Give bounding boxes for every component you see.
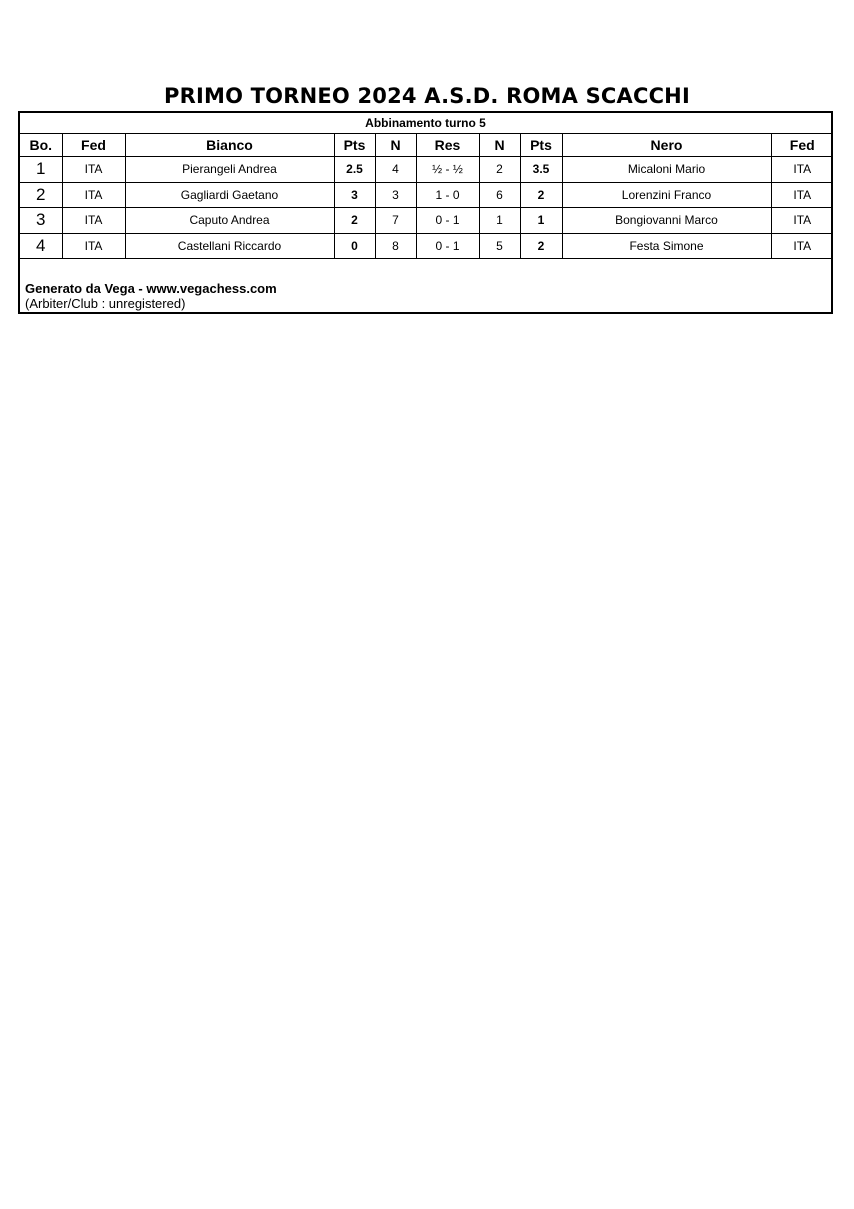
- fed-white: ITA: [62, 233, 125, 259]
- header-black: Nero: [562, 134, 771, 157]
- board-number: 2: [20, 182, 62, 208]
- table-row: [20, 208, 833, 234]
- board-number: 1: [20, 157, 62, 183]
- result: ½ - ½: [416, 157, 479, 183]
- black-player: Micaloni Mario: [562, 157, 771, 183]
- result: 0 - 1: [416, 233, 479, 259]
- n-black: 5: [479, 233, 520, 259]
- fed-black: ITA: [771, 233, 833, 259]
- generated-by-text: Generato da Vega - www.vegachess.com: [25, 281, 277, 296]
- arbiter-text: (Arbiter/Club : unregistered): [25, 296, 186, 311]
- header-n-white: N: [375, 134, 416, 157]
- header-white: Bianco: [125, 134, 334, 157]
- result: 1 - 0: [416, 182, 479, 208]
- board-number: 4: [20, 233, 62, 259]
- white-player: Gagliardi Gaetano: [125, 182, 334, 208]
- header-pts-white: Pts: [334, 134, 375, 157]
- fed-black: ITA: [771, 182, 833, 208]
- n-black: 2: [479, 157, 520, 183]
- n-white: 3: [375, 182, 416, 208]
- pts-white: 2: [334, 208, 375, 234]
- header-n-black: N: [479, 134, 520, 157]
- pts-black: 1: [520, 208, 562, 234]
- pts-white: 2.5: [334, 157, 375, 183]
- header-board: Bo.: [20, 134, 62, 157]
- fed-black: ITA: [771, 208, 833, 234]
- pairings-frame: [18, 111, 833, 314]
- white-player: Caputo Andrea: [125, 208, 334, 234]
- header-fed-white: Fed: [62, 134, 125, 157]
- board-number: 3: [20, 208, 62, 234]
- page-title: PRIMO TORNEO 2024 A.S.D. ROMA SCACCHI: [164, 84, 690, 108]
- pts-black: 2: [520, 182, 562, 208]
- n-black: 6: [479, 182, 520, 208]
- white-player: Pierangeli Andrea: [125, 157, 334, 183]
- pairings-table: [20, 134, 833, 259]
- black-player: Lorenzini Franco: [562, 182, 771, 208]
- table-row: [20, 157, 833, 183]
- fed-white: ITA: [62, 157, 125, 183]
- black-player: Festa Simone: [562, 233, 771, 259]
- round-subtitle: Abbinamento turno 5: [20, 113, 831, 134]
- white-player: Castellani Riccardo: [125, 233, 334, 259]
- n-white: 8: [375, 233, 416, 259]
- fed-black: ITA: [771, 157, 833, 183]
- result: 0 - 1: [416, 208, 479, 234]
- black-player: Bongiovanni Marco: [562, 208, 771, 234]
- n-white: 4: [375, 157, 416, 183]
- table-row: [20, 233, 833, 259]
- header-pts-black: Pts: [520, 134, 562, 157]
- header-fed-black: Fed: [771, 134, 833, 157]
- table-row: [20, 182, 833, 208]
- pts-black: 3.5: [520, 157, 562, 183]
- fed-white: ITA: [62, 208, 125, 234]
- footer: [20, 259, 831, 311]
- n-black: 1: [479, 208, 520, 234]
- fed-white: ITA: [62, 182, 125, 208]
- pts-white: 0: [334, 233, 375, 259]
- pts-white: 3: [334, 182, 375, 208]
- header-result: Res: [416, 134, 479, 157]
- pts-black: 2: [520, 233, 562, 259]
- header-row: [20, 134, 833, 157]
- n-white: 7: [375, 208, 416, 234]
